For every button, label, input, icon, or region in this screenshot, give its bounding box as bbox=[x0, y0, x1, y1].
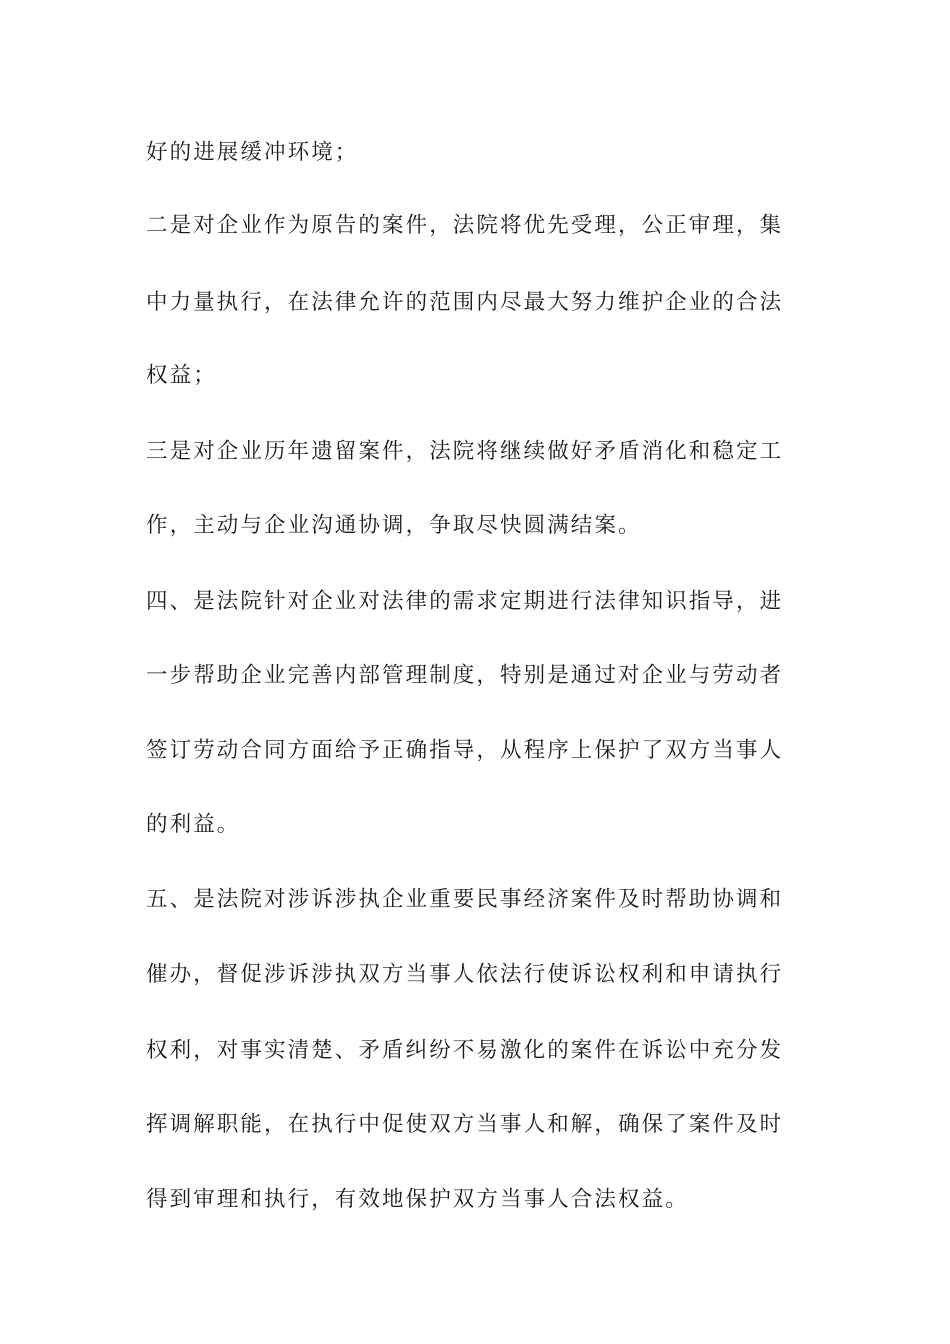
paragraph-line: 三是对企业历年遗留案件，法院将继续做好矛盾消化和稳定工 bbox=[146, 439, 784, 464]
paragraph-line: 五、是法院对涉诉涉执企业重要民事经济案件及时帮助协调和 bbox=[146, 887, 784, 912]
paragraph-line: 权利，对事实清楚、矛盾纠纷不易激化的案件在诉讼中充分发 bbox=[146, 1038, 784, 1063]
paragraph-line: 作，主动与企业沟通协调，争取尽快圆满结案。 bbox=[146, 513, 642, 538]
paragraph-line: 权益； bbox=[146, 363, 217, 388]
paragraph-line: 挥调解职能，在执行中促使双方当事人和解，确保了案件及时 bbox=[146, 1112, 784, 1137]
paragraph-line: 好的进展缓冲环境； bbox=[146, 140, 359, 165]
paragraph-line: 催办，督促涉诉涉执双方当事人依法行使诉讼权利和申请执行 bbox=[146, 962, 784, 987]
paragraph-line: 一步帮助企业完善内部管理制度，特别是通过对企业与劳动者 bbox=[146, 663, 784, 688]
paragraph-line: 中力量执行，在法律允许的范围内尽最大努力维护企业的合法 bbox=[146, 290, 784, 315]
paragraph-line: 二是对企业作为原告的案件，法院将优先受理，公正审理，集 bbox=[146, 213, 784, 238]
paragraph-line: 四、是法院针对企业对法律的需求定期进行法律知识指导，进 bbox=[146, 589, 784, 614]
paragraph-line: 签订劳动合同方面给予正确指导，从程序上保护了双方当事人 bbox=[146, 738, 784, 763]
paragraph-line: 得到审理和执行，有效地保护双方当事人合法权益。 bbox=[146, 1187, 689, 1212]
paragraph-line: 的利益。 bbox=[146, 812, 241, 837]
